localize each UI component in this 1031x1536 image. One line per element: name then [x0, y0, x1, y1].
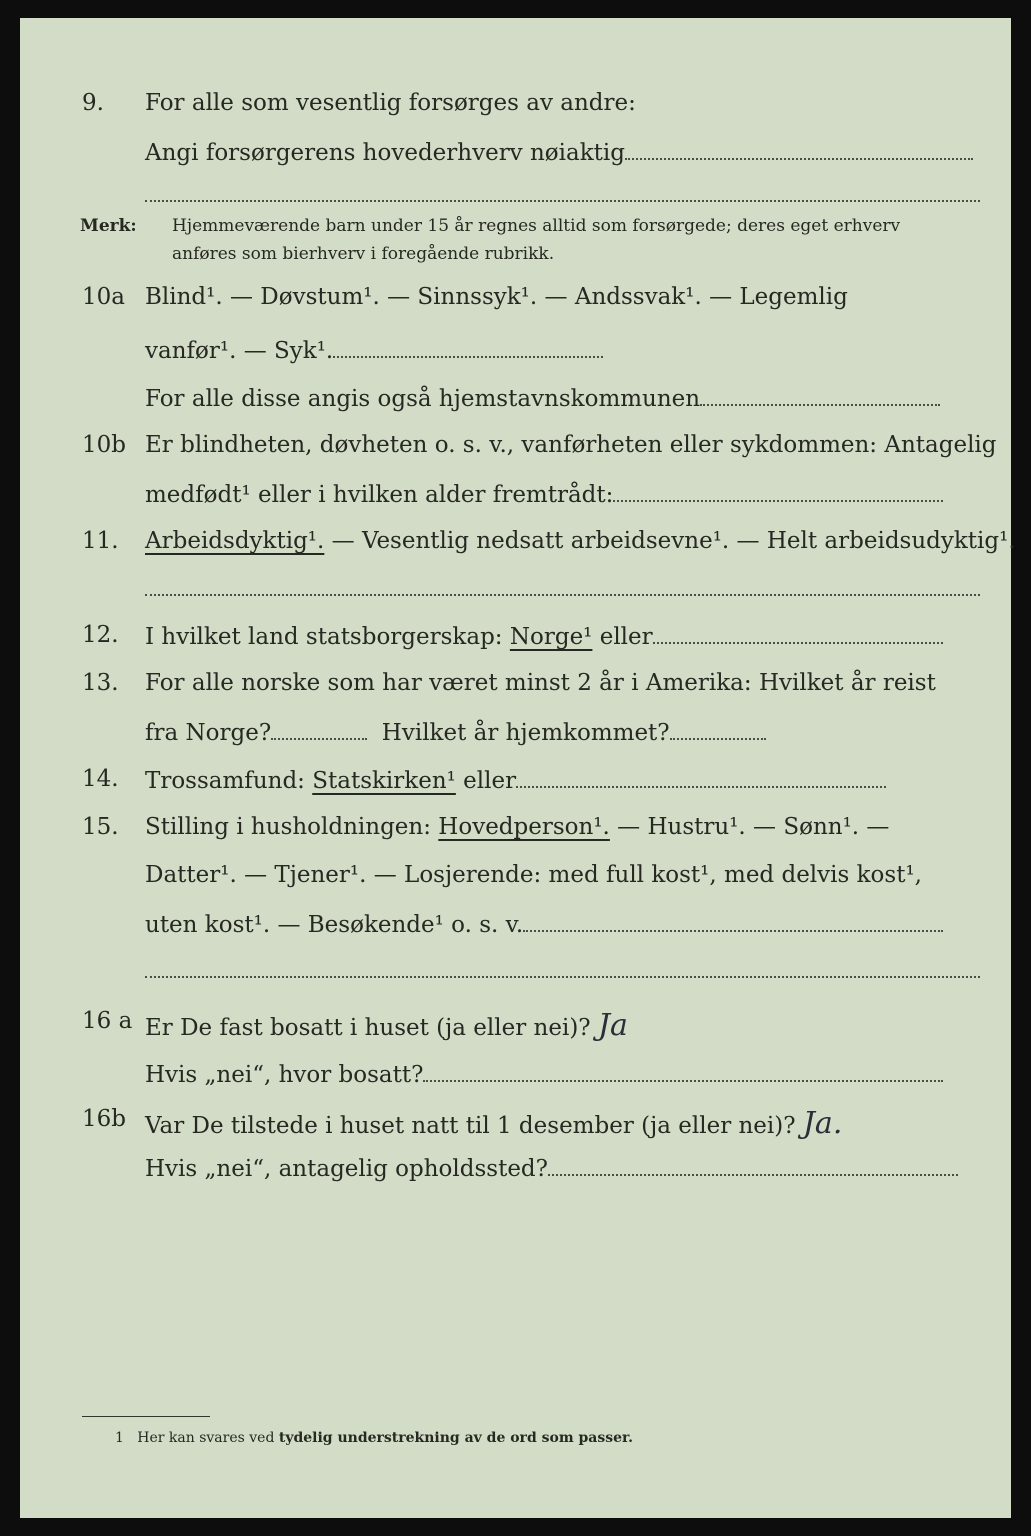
q11-underlined-answer: Arbeidsdyktig¹.: [145, 528, 325, 554]
q15-extra-answer-field[interactable]: [145, 974, 980, 978]
q15-text-2: Datter¹. — Tjener¹. — Losjerende: med full kost¹, med delvis kost¹,: [145, 862, 922, 888]
q10b-answer-field[interactable]: [613, 480, 943, 502]
q16b-number: 16b: [82, 1106, 126, 1132]
q11-extra-answer-field[interactable]: [145, 592, 980, 596]
q13-text-1: For alle norske som har været minst 2 år i Amerika: Hvilket år reist: [145, 670, 936, 696]
q12-line: [20, 622, 1011, 656]
footnote-rule: [82, 1416, 210, 1417]
q12-text: I hvilket land statsborgerskap:: [145, 624, 510, 650]
q12-suffix: eller: [592, 624, 653, 650]
q14-suffix: eller: [455, 768, 517, 794]
q10a-text-3: For alle disse angis også hjemstavnskommunen: [145, 386, 701, 412]
q15-text-3: uten kost¹. — Besøkende¹ o. s. v.: [145, 912, 524, 938]
q16b-answer-field[interactable]: [548, 1154, 958, 1176]
q10a-home-municipality-field[interactable]: [700, 384, 940, 406]
q15-number: 15.: [82, 814, 119, 840]
q12-underlined-answer: Norge¹: [509, 624, 593, 650]
q11-line: [20, 528, 1016, 562]
q9-line1: [20, 90, 1011, 124]
q15-answer-field[interactable]: [523, 910, 943, 932]
q11-text: — Vesentlig nedsatt arbeidsevne¹. — Helt arbeidsudyktig¹.: [324, 528, 1016, 554]
q13-text-2b: Hvilket år hjemkommet?: [381, 720, 670, 746]
q9-answer-field[interactable]: [625, 138, 973, 160]
q13-year-returned-field[interactable]: [670, 718, 766, 740]
q10a-line1: [20, 284, 1011, 318]
footnote: [115, 1430, 633, 1446]
q16b-text-2: Hvis „nei“, antagelig opholdssted?: [145, 1156, 548, 1182]
q9-number: 9.: [82, 90, 104, 116]
merk-label: Merk:: [80, 216, 137, 236]
q15-line2: [20, 862, 1011, 896]
q13-year-left-field[interactable]: [271, 718, 367, 740]
q14-underlined-answer: Statskirken¹: [312, 768, 456, 794]
q15-text: Stilling i husholdningen:: [145, 814, 439, 840]
merk-note-2: anføres som bierhverv i foregående rubrikk.: [172, 244, 555, 264]
q10a-number: 10a: [82, 284, 125, 310]
q16b-line2: [20, 1154, 1011, 1188]
q10b-number: 10b: [82, 432, 126, 458]
q12-number: 12.: [82, 622, 119, 648]
footnote-mark: 1: [115, 1430, 124, 1446]
q13-text-2a: fra Norge?: [145, 720, 272, 746]
q10b-text-2: medfødt¹ eller i hvilken alder fremtrådt:: [145, 482, 614, 508]
q16b-line1: [20, 1106, 1011, 1140]
q14-answer-field[interactable]: [516, 766, 886, 788]
q16b-handwritten-answer[interactable]: Ja.: [802, 1106, 843, 1141]
q10a-text-1: Blind¹. — Døvstum¹. — Sinnssyk¹. — Andssvak¹. — Legemlig: [145, 284, 848, 310]
q9-line2: [20, 138, 1011, 172]
q10a-text-2: vanfør¹. — Syk¹.: [145, 338, 334, 364]
footnote-text: Her kan svares ved: [137, 1430, 279, 1446]
q16a-line1: [20, 1008, 1011, 1042]
q15-suffix: — Hustru¹. — Sønn¹. —: [609, 814, 890, 840]
q16a-line2: [20, 1060, 1011, 1094]
q9-text-1: For alle som vesentlig forsørges av andre:: [145, 90, 636, 116]
census-form-page: [20, 18, 1016, 1518]
footnote-bold-text: tydelig understrekning av de ord som passer.: [278, 1430, 634, 1446]
q14-number: 14.: [82, 766, 119, 792]
q10b-line1: [20, 432, 1011, 466]
q9-text-2: Angi forsørgerens hovederhverv nøiaktig: [145, 138, 973, 166]
q16a-answer-field[interactable]: [423, 1060, 943, 1082]
q14-line: [20, 766, 1011, 800]
q10a-line2: [20, 336, 1011, 370]
merk-note-1: Hjemmeværende barn under 15 år regnes alltid som forsørgede; deres eget erhverv: [172, 216, 901, 236]
q11-number: 11.: [82, 528, 119, 554]
q16a-number: 16 a: [82, 1008, 133, 1034]
q15-underlined-answer: Hovedperson¹.: [438, 814, 610, 840]
q13-number: 13.: [82, 670, 119, 696]
q9-extra-answer-field[interactable]: [145, 198, 980, 202]
q12-answer-field[interactable]: [653, 622, 943, 644]
q15-line3: [20, 910, 1011, 944]
q10a-answer-field[interactable]: [333, 336, 603, 358]
q16b-text-1: Var De tilstede i huset natt til 1 desember (ja eller nei)?: [145, 1113, 796, 1139]
q10b-line2: [20, 480, 1011, 514]
q10b-text-1: Er blindheten, døvheten o. s. v., vanførheten eller sykdommen: Antagelig: [145, 432, 997, 458]
q14-text: Trossamfund:: [145, 768, 313, 794]
q16a-text-1: Er De fast bosatt i huset (ja eller nei)?: [145, 1015, 591, 1041]
q13-line1: [20, 670, 1011, 704]
q16a-handwritten-answer[interactable]: Ja: [597, 1008, 628, 1043]
q16a-text-2: Hvis „nei“, hvor bosatt?: [145, 1062, 424, 1088]
q10a-line3: [20, 384, 1011, 418]
q15-line1: [20, 814, 1011, 848]
q13-line2: [20, 718, 1011, 752]
